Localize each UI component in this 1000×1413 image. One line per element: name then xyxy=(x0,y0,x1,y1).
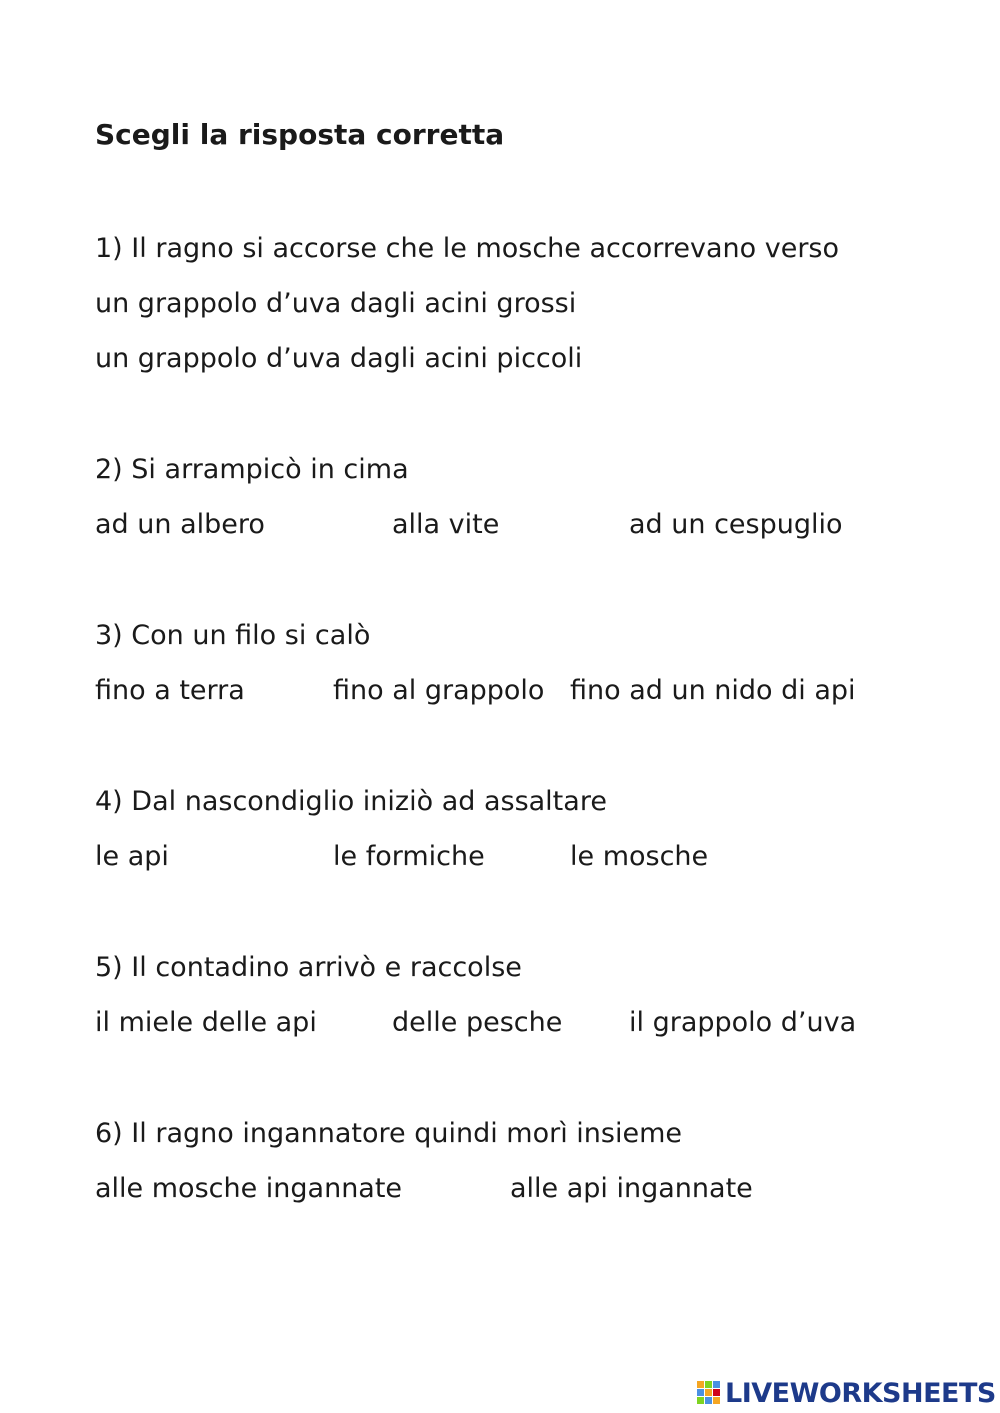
question-2-option-3[interactable]: ad un cespuglio xyxy=(629,509,843,540)
question-1-option-2[interactable]: un grappolo d’uva dagli acini piccoli xyxy=(95,343,583,374)
question-3-option-2[interactable]: fino al grappolo xyxy=(333,675,545,706)
question-4-prompt: 4) Dal nascondiglio iniziò ad assaltare xyxy=(95,786,607,817)
question-3-prompt: 3) Con un filo si calò xyxy=(95,620,371,651)
question-6-prompt: 6) Il ragno ingannatore quindi morì insieme xyxy=(95,1118,683,1149)
question-2-prompt: 2) Si arrampicò in cima xyxy=(95,454,409,485)
question-5-option-3[interactable]: il grappolo d’uva xyxy=(629,1007,857,1038)
question-2-option-1[interactable]: ad un albero xyxy=(95,509,265,540)
question-5-option-2[interactable]: delle pesche xyxy=(392,1007,563,1038)
question-1-option-1[interactable]: un grappolo d’uva dagli acini grossi xyxy=(95,288,577,319)
question-6-option-2[interactable]: alle api ingannate xyxy=(510,1173,753,1204)
question-4-option-1[interactable]: le api xyxy=(95,841,169,872)
question-5-option-1[interactable]: il miele delle api xyxy=(95,1007,317,1038)
question-4-option-3[interactable]: le mosche xyxy=(570,841,709,872)
liveworksheets-logo-icon xyxy=(697,1381,721,1405)
question-6-option-1[interactable]: alle mosche ingannate xyxy=(95,1173,403,1204)
worksheet-title: Scegli la risposta corretta xyxy=(95,118,505,151)
question-1-prompt: 1) Il ragno si accorse che le mosche accorrevano verso xyxy=(95,233,840,264)
question-4-option-2[interactable]: le formiche xyxy=(333,841,485,872)
brand-name: LIVEWORKSHEETS xyxy=(725,1377,996,1409)
question-2-option-2[interactable]: alla vite xyxy=(392,509,500,540)
liveworksheets-brand xyxy=(697,1376,996,1410)
question-5-prompt: 5) Il contadino arrivò e raccolse xyxy=(95,952,522,983)
question-3-option-3[interactable]: fino ad un nido di api xyxy=(570,675,856,706)
question-3-option-1[interactable]: fino a terra xyxy=(95,675,245,706)
